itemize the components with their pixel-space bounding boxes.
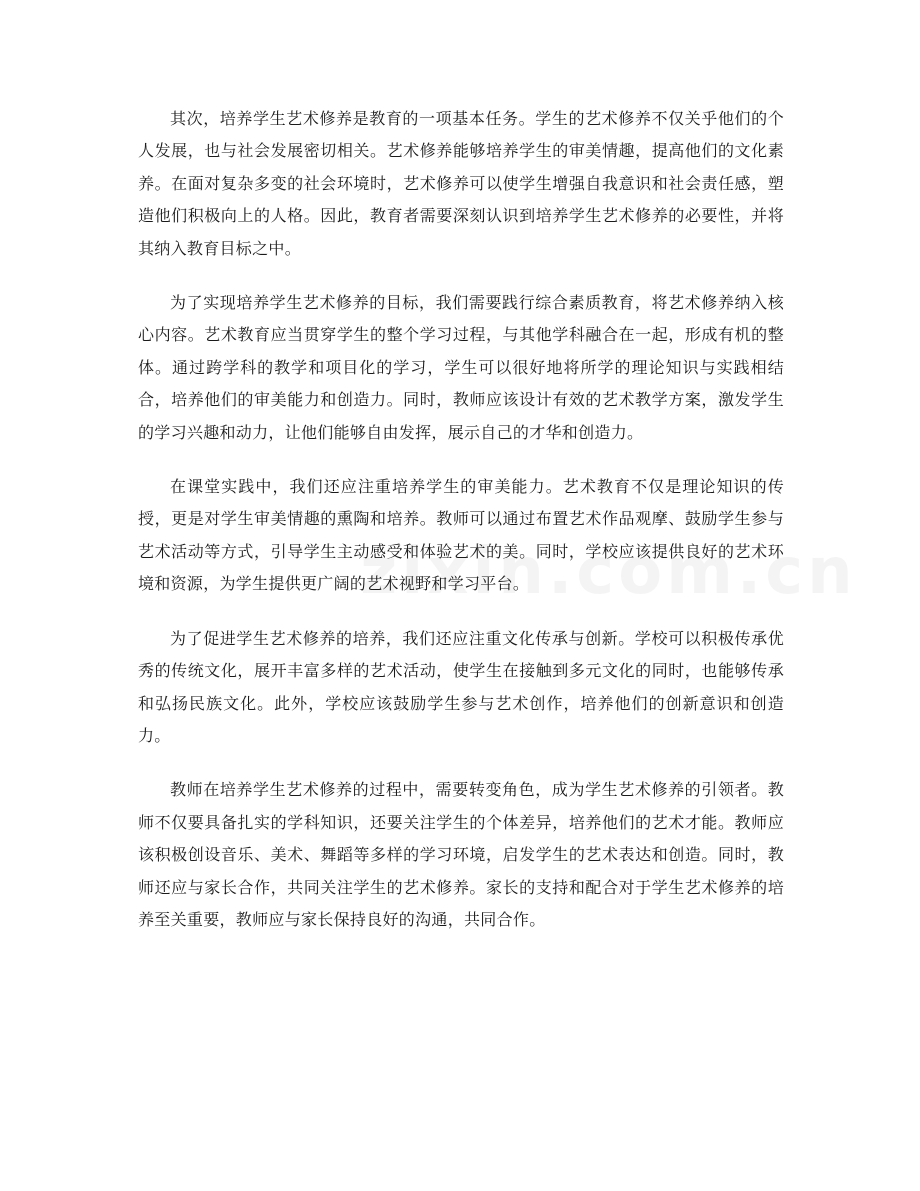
paragraph-5: 教师在培养学生艺术修养的过程中，需要转变角色，成为学生艺术修养的引领者。教师不仅要具备扎实的学科知识，还要关注学生的个体差异，培养他们的艺术才能。教师应该积极创设音乐、美术、舞蹈等多样的学习环境，启发学生的艺术表达和创造。同时，教师还应与家长合作，共同关注学生的艺术修养。家长的支持和配合对于学生艺术修养的培养至关重要，教师应与家长保持良好的沟通，共同合作。 [138,780,784,929]
paragraph-4: 为了促进学生艺术修养的培养，我们还应注重文化传承与创新。学校可以积极传承优秀的传统文化，展开丰富多样的艺术活动，使学生在接触到多元文化的同时，也能够传承和弘扬民族文化。此外，学校应该鼓励学生参与艺术创作，培养他们的创新意识和创造力。 [138,628,784,745]
paragraph-3: 在课堂实践中，我们还应注重培养学生的审美能力。艺术教育不仅是理论知识的传授，更是对学生审美情趣的熏陶和培养。教师可以通过布置艺术作品观摩、鼓励学生参与艺术活动等方式，引导学生主动感受和体验艺术的美。同时，学校应该提供良好的艺术环境和资源，为学生提供更广阔的艺术视野和学习平台。 [138,477,784,594]
document-body [138,103,784,958]
paragraph-2: 为了实现培养学生艺术修养的目标，我们需要践行综合素质教育，将艺术修养纳入核心内容。艺术教育应当贯穿学生的整个学习过程，与其他学科融合在一起，形成有机的整体。通过跨学科的教学和项目化的学习，学生可以很好地将所学的理论知识与实践相结合，培养他们的审美能力和创造力。同时，教师应该设计有效的艺术教学方案，激发学生的学习兴趣和动力，让他们能够自由发挥，展示自己的才华和创造力。 [138,293,784,442]
paragraph-1: 其次，培养学生艺术修养是教育的一项基本任务。学生的艺术修养不仅关乎他们的个人发展，也与社会发展密切相关。艺术修养能够培养学生的审美情趣，提高他们的文化素养。在面对复杂多变的社会环境时，艺术修养可以使学生增强自我意识和社会责任感，塑造他们积极向上的人格。因此，教育者需要深刻认识到培养学生艺术修养的必要性，并将其纳入教育目标之中。 [138,109,784,258]
